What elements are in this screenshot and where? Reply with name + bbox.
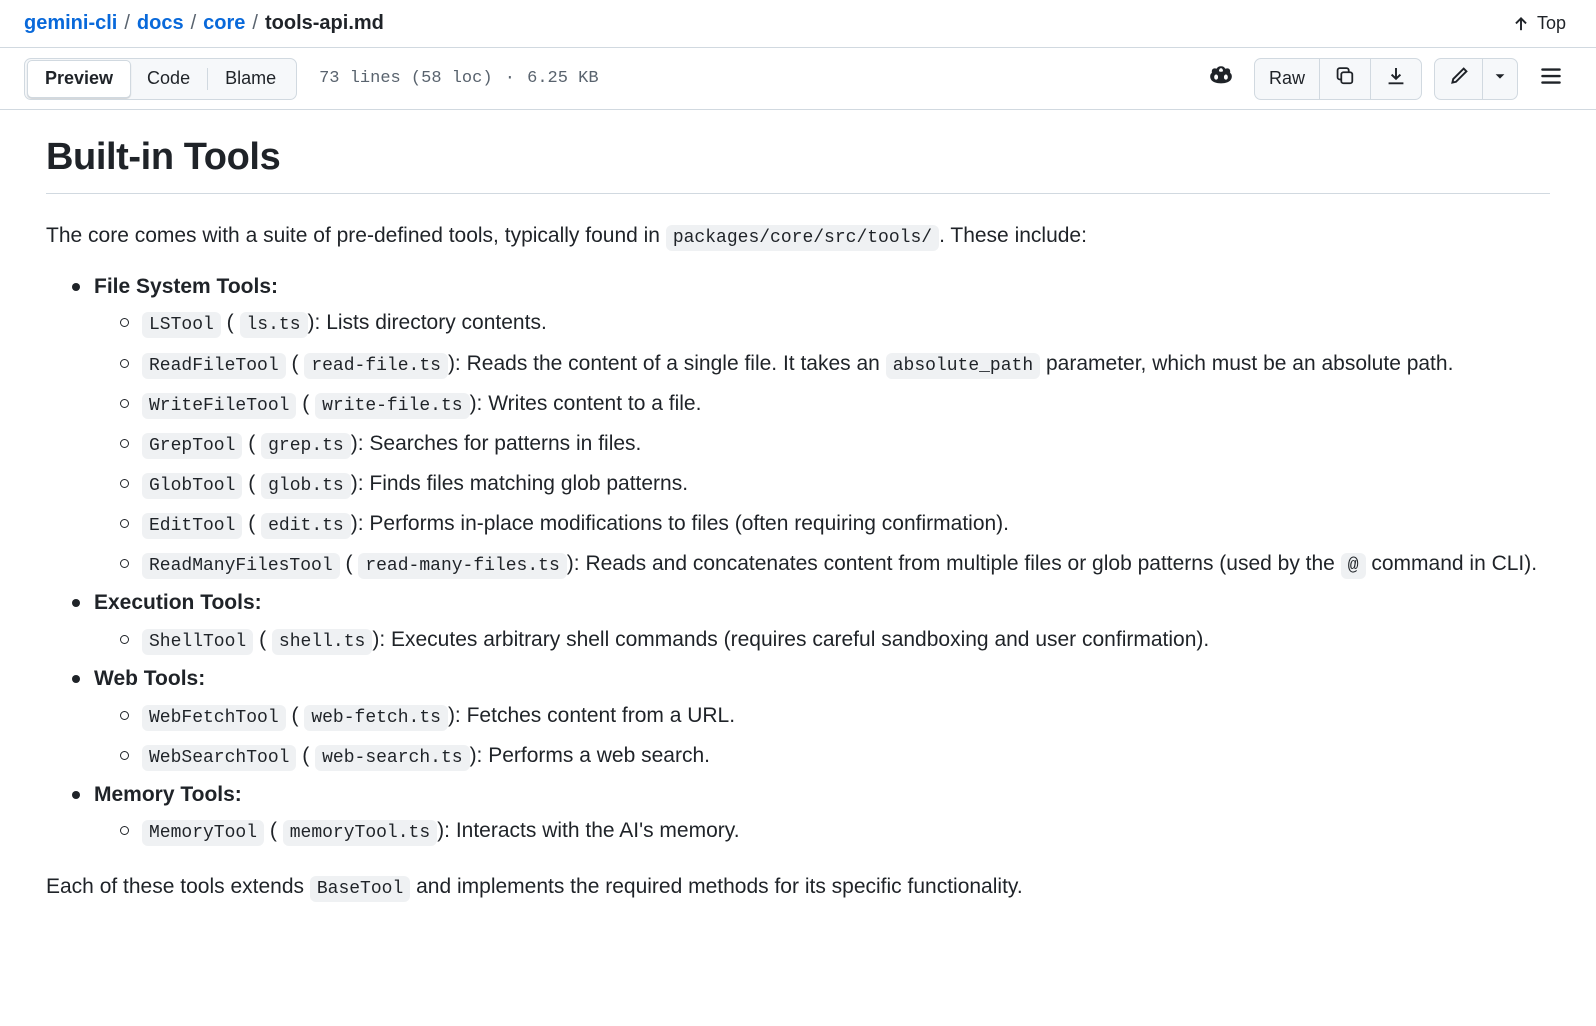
tab-preview-label: Preview (45, 68, 114, 88)
tab-blame[interactable] (208, 61, 293, 97)
closing-text-before: Each of these tools extends (46, 874, 304, 898)
tool-name: LSTool (142, 312, 221, 338)
tool-description: Fetches content from a URL. (466, 703, 736, 727)
list-item (142, 699, 1550, 733)
group-label-file-system: File System Tools: (94, 274, 278, 298)
list-item (94, 663, 1550, 773)
tool-name: ReadManyFilesTool (142, 553, 340, 579)
tool-description: Reads and concatenates content from multiple files or glob patterns (used by the (585, 552, 1335, 576)
paren-open: ( (302, 391, 310, 415)
paren-open: ( (248, 431, 256, 455)
tool-file: read-file.ts (304, 353, 448, 379)
intro-text-before: The core comes with a suite of pre-defined tools, typically found in (46, 224, 660, 247)
markdown-preview (0, 110, 1596, 904)
file-stats-separator: · (504, 69, 515, 88)
list-item (94, 587, 1550, 657)
tool-file: write-file.ts (315, 393, 469, 419)
copy-raw-button[interactable] (1320, 59, 1371, 99)
intro-text-after: . These include: (939, 224, 1087, 247)
copy-icon (1334, 65, 1356, 92)
copilot-icon (1208, 63, 1234, 94)
file-stats (319, 69, 598, 88)
file-line-count: 73 lines (58 loc) (319, 69, 493, 88)
paren-close: ): (566, 552, 580, 576)
raw-copy-download-group (1254, 58, 1422, 100)
tab-preview[interactable] (27, 60, 131, 98)
tool-file: edit.ts (261, 513, 351, 539)
tool-description: Reads the content of a single file. It takes an (466, 351, 880, 375)
execution-tools-list (94, 623, 1550, 657)
breadcrumb-current-file: tools-api.md (264, 12, 384, 34)
tool-name: WebSearchTool (142, 745, 296, 771)
tool-name: WebFetchTool (142, 705, 286, 731)
tool-name: ReadFileTool (142, 353, 286, 379)
tools-list (46, 271, 1550, 849)
pencil-icon (1448, 65, 1470, 92)
tool-file: shell.ts (272, 629, 372, 655)
top-button-label: Top (1536, 13, 1566, 33)
paren-open: ( (269, 819, 277, 843)
list-item (142, 347, 1550, 381)
edit-file-dropdown-button[interactable] (1483, 59, 1517, 99)
tool-description: Searches for patterns in files. (369, 431, 642, 455)
list-item (142, 467, 1550, 501)
file-toolbar (0, 48, 1596, 110)
tool-file: web-fetch.ts (304, 705, 448, 731)
tool-description: Writes content to a file. (488, 391, 702, 415)
group-label-web: Web Tools: (94, 667, 206, 691)
tool-file: grep.ts (261, 433, 351, 459)
download-button[interactable] (1371, 59, 1421, 99)
intro-code-path: packages/core/src/tools/ (666, 225, 939, 251)
list-item (94, 779, 1550, 849)
paren-open: ( (291, 703, 299, 727)
paren-close: ): (350, 472, 364, 496)
tab-blame-label: Blame (225, 68, 277, 88)
paren-close: ): (469, 743, 483, 767)
tool-description: Interacts with the AI's memory. (455, 819, 740, 843)
group-label-execution: Execution Tools: (94, 591, 262, 615)
copilot-button[interactable] (1200, 58, 1242, 100)
list-item (142, 814, 1550, 848)
breadcrumb-repo-link[interactable]: gemini-cli (24, 12, 118, 34)
paren-open: ( (248, 472, 256, 496)
breadcrumb-separator-1: / (124, 12, 130, 34)
paren-open: ( (248, 512, 256, 536)
tool-file: ls.ts (240, 312, 308, 338)
closing-code-basetool: BaseTool (310, 876, 410, 902)
raw-button-label: Raw (1268, 68, 1305, 88)
breadcrumb (24, 12, 384, 35)
file-size: 6.25 KB (527, 69, 599, 88)
tab-code-label: Code (147, 68, 191, 88)
paren-open: ( (302, 743, 310, 767)
file-system-tools-list (94, 306, 1550, 581)
paren-close: ): (447, 703, 461, 727)
breadcrumb-bar (0, 0, 1596, 48)
list-unordered-icon (1538, 63, 1564, 94)
paren-close: ): (350, 512, 364, 536)
tool-name: EditTool (142, 513, 242, 539)
list-item (94, 271, 1550, 582)
paren-close: ): (307, 311, 321, 335)
tool-description: Executes arbitrary shell commands (requires careful sandboxing and user confirmation). (391, 627, 1210, 651)
paren-open: ( (226, 311, 234, 335)
list-item (142, 306, 1550, 340)
tool-name: MemoryTool (142, 820, 264, 846)
tool-name: GrepTool (142, 433, 242, 459)
list-item (142, 623, 1550, 657)
group-label-memory: Memory Tools: (94, 782, 242, 806)
top-button[interactable] (1506, 9, 1572, 38)
raw-button[interactable] (1255, 59, 1320, 99)
tool-name: GlobTool (142, 473, 242, 499)
chevron-down-icon (1493, 69, 1507, 88)
tool-file: read-many-files.ts (358, 553, 566, 579)
memory-tools-list (94, 814, 1550, 848)
tool-file: glob.ts (261, 473, 351, 499)
closing-text-after: and implements the required methods for its specific functionality. (416, 874, 1023, 898)
list-item (142, 387, 1550, 421)
tool-description-continued: command in CLI). (1371, 552, 1538, 576)
intro-paragraph (46, 220, 1550, 253)
web-tools-list (94, 699, 1550, 773)
list-item (142, 427, 1550, 461)
tool-param-code: absolute_path (886, 353, 1040, 379)
tab-code[interactable] (130, 61, 207, 97)
paren-close: ): (447, 351, 461, 375)
breadcrumb-separator-2: / (190, 12, 197, 34)
toolbar-actions (1200, 58, 1572, 100)
tool-description: Finds files matching glob patterns. (369, 472, 689, 496)
list-item (142, 507, 1550, 541)
outline-toggle-button[interactable] (1530, 58, 1572, 100)
paren-open: ( (259, 627, 267, 651)
paren-close: ): (469, 391, 483, 415)
tool-description-continued: parameter, which must be an absolute path. (1046, 351, 1454, 375)
tool-at-command-code: @ (1341, 553, 1366, 579)
tool-name: WriteFileTool (142, 393, 296, 419)
paren-open: ( (345, 552, 353, 576)
tool-file: web-search.ts (315, 745, 469, 771)
list-item (142, 739, 1550, 773)
tool-file: memoryTool.ts (283, 820, 437, 846)
view-mode-segmented-control (24, 58, 297, 100)
tool-description: Performs in-place modifications to files (often requiring confirmation). (369, 512, 1010, 536)
paren-open: ( (291, 351, 299, 375)
title-divider (46, 193, 1550, 194)
edit-file-button[interactable] (1435, 59, 1483, 99)
arrow-up-icon (1512, 15, 1530, 33)
tool-name: ShellTool (142, 629, 253, 655)
tool-description: Lists directory contents. (326, 311, 547, 335)
paren-close: ): (437, 819, 450, 843)
download-icon (1385, 65, 1407, 92)
closing-paragraph (46, 871, 1550, 904)
page-title: Built-in Tools (46, 136, 281, 178)
breadcrumb-link-docs[interactable]: docs (136, 12, 184, 34)
list-item (142, 547, 1550, 581)
breadcrumb-separator-3: / (252, 12, 258, 34)
paren-close: ): (350, 431, 364, 455)
tool-description: Performs a web search. (488, 743, 710, 767)
paren-close: ): (372, 627, 386, 651)
breadcrumb-link-core[interactable]: core (203, 12, 246, 34)
edit-file-group (1434, 58, 1518, 100)
